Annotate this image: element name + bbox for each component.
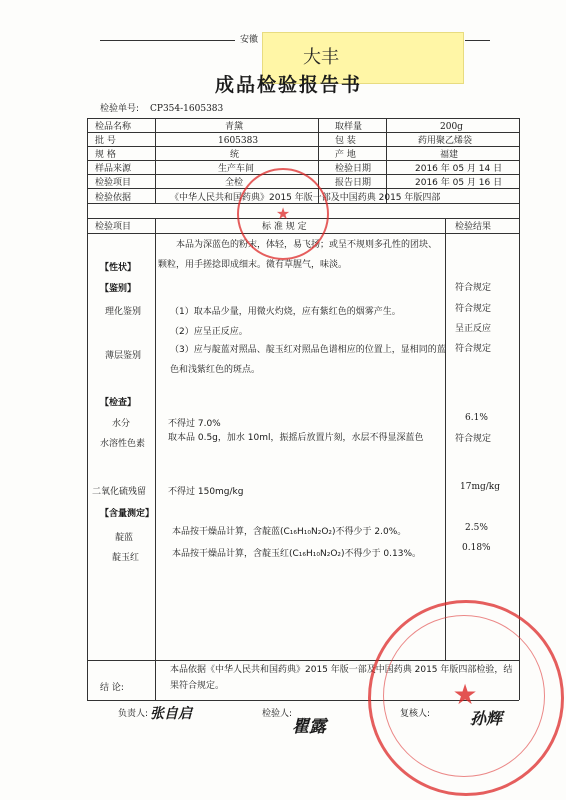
spec-value: 统	[230, 150, 240, 160]
water-result: 6.1%	[465, 413, 488, 423]
so2-standard: 不得过 150mg/kg	[168, 487, 244, 497]
batch-label: 批 号	[95, 136, 116, 146]
responsible-label: 负责人:	[118, 709, 149, 719]
conclusion-label: 结 论:	[100, 683, 124, 693]
source-label: 样品来源	[95, 164, 132, 174]
indigo-label: 靛蓝	[115, 533, 134, 543]
character-result: 符合规定	[455, 283, 492, 293]
top-rule-right	[465, 40, 490, 41]
character-text: 本品为深蓝色的粉末，体轻，易飞扬；或呈不规则多孔性的团块、颗粒，用手搓捻即成细末。微有草腥气，味淡。	[158, 240, 438, 270]
package-value: 药用聚乙烯袋	[418, 136, 473, 146]
pigment-result: 符合规定	[455, 434, 492, 444]
indirubin-standard: 本品按干燥品计算，含靛玉红(C₁₆H₁₀N₂O₂)不得少于 0.13%。	[172, 549, 421, 559]
inspector-label: 检验人:	[262, 709, 293, 719]
test-date-label: 检验日期	[335, 164, 372, 174]
col-result-header: 检验结果	[455, 222, 492, 232]
origin-label: 产 地	[335, 150, 356, 160]
item-label: 检验项目	[95, 178, 132, 188]
product-label: 检品名称	[95, 122, 132, 132]
ident-heading: 【鉴别】	[100, 284, 137, 294]
check-heading: 【检查】	[100, 398, 137, 408]
ident2-text: （2）应呈正反应。	[170, 327, 248, 337]
indigo-result: 2.5%	[465, 523, 488, 533]
inspection-stamp-small: ★	[237, 168, 329, 260]
company-seal: ★	[368, 600, 564, 796]
character-heading: 【性状】	[100, 263, 137, 273]
source-value: 生产车间	[218, 164, 255, 174]
water-standard: 不得过 7.0%	[168, 419, 221, 429]
sample-qty-label: 取样量	[335, 122, 363, 132]
inspector-signature: 瞿露	[292, 717, 326, 737]
ident3-text: （3）应与靛蓝对照品、靛玉红对照品色谱相应的位置上，显相同的蓝色和浅紫红色的斑点。	[170, 345, 446, 375]
water-label: 水分	[112, 419, 131, 429]
ident3-result: 符合规定	[455, 344, 492, 354]
top-rule-left	[100, 40, 235, 41]
report-date-label: 报告日期	[335, 178, 372, 188]
indigo-standard: 本品按干燥品计算，含靛蓝(C₁₆H₁₀N₂O₂)不得少于 2.0%。	[172, 527, 407, 537]
item-value: 全检	[225, 178, 244, 188]
spec-label: 规 格	[95, 150, 116, 160]
basis-label: 检验依据	[95, 193, 132, 203]
report-no: CP354-1605383	[150, 104, 224, 114]
so2-label: 二氧化硫残留	[92, 487, 147, 497]
origin-value: 福建	[440, 150, 459, 160]
reviewer-label: 复核人:	[400, 709, 431, 719]
col-item-header: 检验项目	[95, 222, 132, 232]
sticky-note-text: 大丰	[303, 47, 339, 68]
batch-value: 1605383	[218, 136, 259, 146]
page-title: 成品检验报告书	[215, 74, 363, 96]
pigment-standard: 取本品 0.5g，加水 10ml，振摇后放置片刻，水层不得显深蓝色	[168, 433, 424, 443]
top-text: 安徽	[240, 35, 259, 45]
col-standard-header: 标 准 规 定	[262, 222, 307, 232]
ident1-text: （1）取本品少量，用微火灼烧，应有紫红色的烟雾产生。	[170, 307, 401, 317]
test-date-value: 2016 年 05 月 14 日	[415, 164, 503, 174]
pigment-label: 水溶性色素	[100, 439, 146, 449]
responsible-signature: 张自启	[150, 706, 192, 722]
basis-value: 《中华人民共和国药典》2015 年版一部及中国药典 2015 年版四部	[170, 193, 441, 203]
assay-heading: 【含量测定】	[100, 509, 155, 519]
so2-result: 17mg/kg	[460, 482, 500, 492]
indirubin-result: 0.18%	[462, 543, 491, 553]
ident2-result: 呈正反应	[455, 324, 492, 334]
ident3-label: 薄层鉴别	[105, 351, 142, 361]
conclusion-text: 本品依据《中华人民共和国药典》2015 年版一部及中国药典 2015 年版四部检验，结果符合规定。	[170, 665, 513, 691]
package-label: 包 装	[335, 136, 356, 146]
sample-qty-value: 200g	[440, 122, 463, 132]
ident1-label: 理化鉴别	[105, 307, 142, 317]
ident1-result: 符合规定	[455, 304, 492, 314]
reviewer-signature: 孙辉	[470, 709, 503, 728]
product-value: 青黛	[225, 122, 244, 132]
report-date-value: 2016 年 05 月 16 日	[415, 178, 503, 188]
indirubin-label: 靛玉红	[112, 553, 140, 563]
report-no-label: 检验单号:	[100, 104, 140, 114]
